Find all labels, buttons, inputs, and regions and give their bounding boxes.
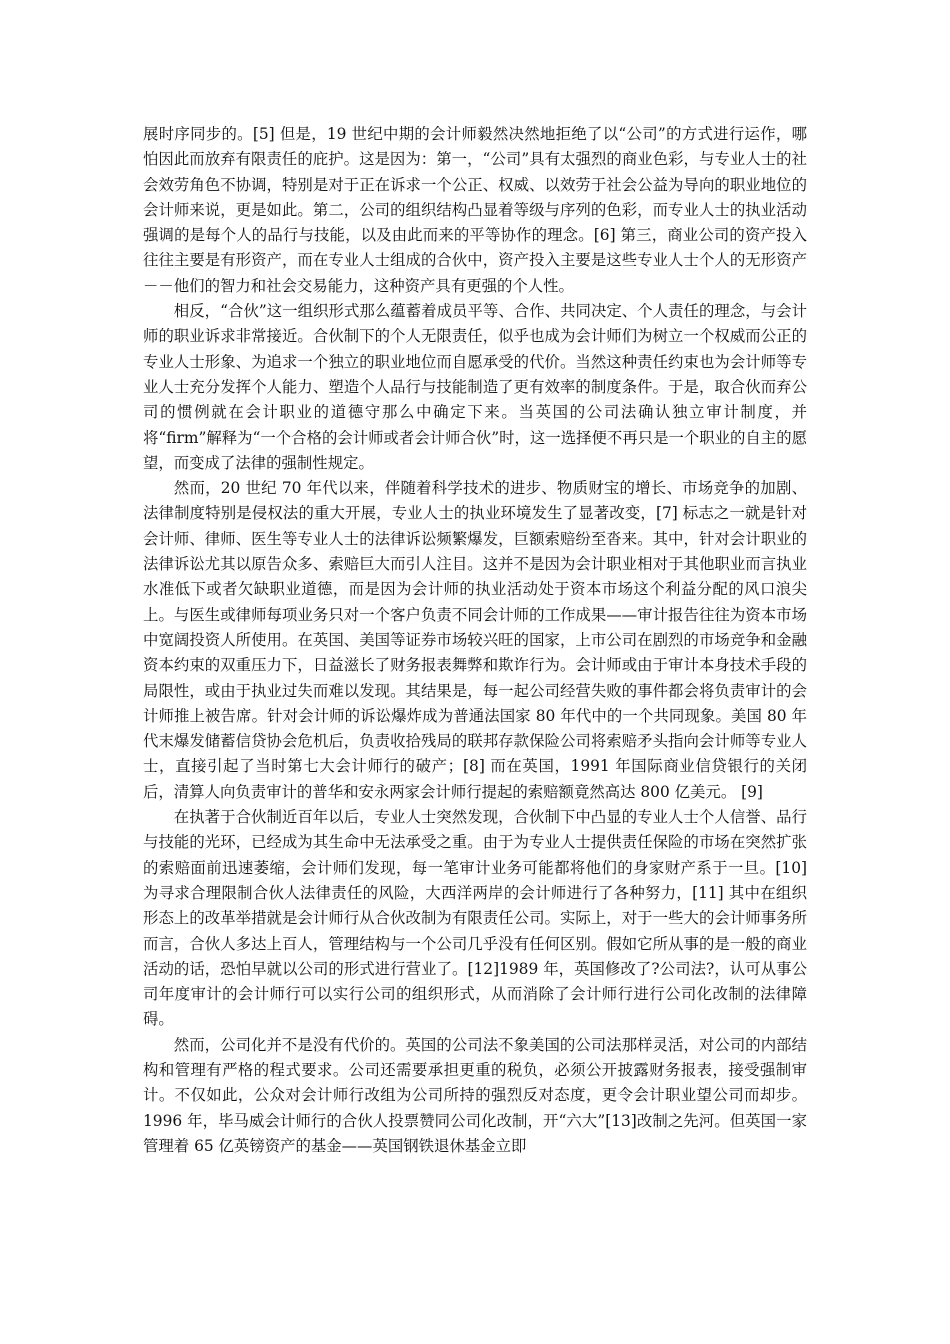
document-page (143, 122, 807, 1159)
paragraph-4: 在执著于合伙制近百年以后，专业人士突然发现，合伙制下中凸显的专业人士个人信誉、品行与技能的光环，已经成为其生命中无法承受之重。由于为专业人士提供责任保险的市场在突然扩张的索赔面前迅速萎缩，会计师们发现，每一笔审计业务可能都将他们的身家财产系于一旦。[10] 为寻求合理限制合伙人法律责任的风险，大西洋两岸的会计师进行了各种努力，[11] 其中在组织形态上的改革举措就是会计师行从合伙改制为有限责任公司。实际上，对于一些大的会计师事务所而言，合伙人多达上百人，管理结构与一个公司几乎没有任何区别。假如它所从事的是一般的商业活动的话，恐怕早就以公司的形式进行营业了。[12]1989 年，英国修改了?公司法?，认可从事公司年度审计的会计师行可以实行公司的组织形式，从而消除了会计师行进行公司化改制的法律障碍。 (143, 808, 807, 1029)
paragraph-5: 然而，公司化并不是没有代价的。英国的公司法不象美国的公司法那样灵活，对公司的内部结构和管理有严格的程式要求。公司还需要承担更重的税负，必须公开披露财务报表，接受强制审计。不仅如此，公众对会计师行改组为公司所持的强烈反对态度，更令会计职业望公司而却步。1996 年，毕马威会计师行的合伙人投票赞同公司化改制，开“六大”[13]改制之先河。但英国一家管理着 65 亿英镑资产的基金——英国钢铁退休基金立即 (143, 1035, 807, 1155)
paragraph-3: 然而，20 世纪 70 年代以来，伴随着科学技术的进步、物质财宝的增长、市场竞争的加剧、法律制度特别是侵权法的重大开展，专业人士的执业环境发生了显著改变，[7] 标志之一就是针对会计师、律师、医生等专业人士的法律诉讼频繁爆发，巨额索赔纷至沓来。其中，针对会计职业的法律诉讼尤其以原告众多、索赔巨大而引人注目。这并不是因为会计职业相对于其他职业而言执业水准低下或者欠缺职业道德，而是因为会计师的执业活动处于资本市场这个利益分配的风口浪尖上。与医生或律师每项业务只对一个客户负责不同会计师的工作成果——审计报告往往为资本市场中宽阔投资人所使用。在英国、美国等证券市场较兴旺的国家，上市公司在剧烈的市场竞争和金融资本约束的双重压力下，日益滋长了财务报表舞弊和欺诈行为。会计师或由于审计本身技术手段的局限性，或由于执业过失而难以发现。其结果是，每一起公司经营失败的事件都会将负责审计的会计师推上被告席。针对会计师的诉讼爆炸成为普通法国家 80 年代中的一个共同现象。美国 80 年代末爆发储蓄信贷协会危机后，负责收拾残局的联邦存款保险公司将索赔矛头指向会计师等专业人士，直接引起了当时第七大会计师行的破产；[8] 而在英国，1991 年国际商业信贷银行的关闭后，清算人向负责审计的普华和安永两家会计师行提起的索赔额竟然高达 800 亿美元。 [9] (143, 479, 807, 801)
paragraph-1: 展时序同步的。[5] 但是，19 世纪中期的会计师毅然决然地拒绝了以“公司”的方式进行运作，哪怕因此而放弃有限责任的庇护。这是因为：第一，“公司”具有太强烈的商业色彩，与专业人士的社会效劳角色不协调，特别是对于正在诉求一个公正、权威、以效劳于社会公益为导向的职业地位的会计师来说，更是如此。第二，公司的组织结构凸显着等级与序列的色彩，而专业人士的执业活动强调的是每个人的品行与技能，以及由此而来的平等协作的理念。[6] 第三，商业公司的资产投入往往主要是有形资产，而在专业人士组成的合伙中，资产投入主要是这些专业人士个人的无形资产－－他们的智力和社会交易能力，这种资产具有更强的个人性。 (143, 125, 807, 295)
paragraph-2: 相反，“合伙”这一组织形式那么蕴蓄着成员平等、合作、共同决定、个人责任的理念，与会计师的职业诉求非常接近。合伙制下的个人无限责任，似乎也成为会计师们为树立一个权威而公正的专业人士形象、为追求一个独立的职业地位而自愿承受的代价。当然这种责任约束也为会计师等专业人士充分发挥个人能力、塑造个人品行与技能制造了更有效率的制度条件。于是，取合伙而弃公司的惯例就在会计职业的道德守那么中确定下来。当英国的公司法确认独立审计制度，并将“firm”解释为“一个合格的会计师或者会计师合伙”时，这一选择便不再只是一个职业的自主的愿望，而变成了法律的强制性规定。 (143, 302, 807, 472)
